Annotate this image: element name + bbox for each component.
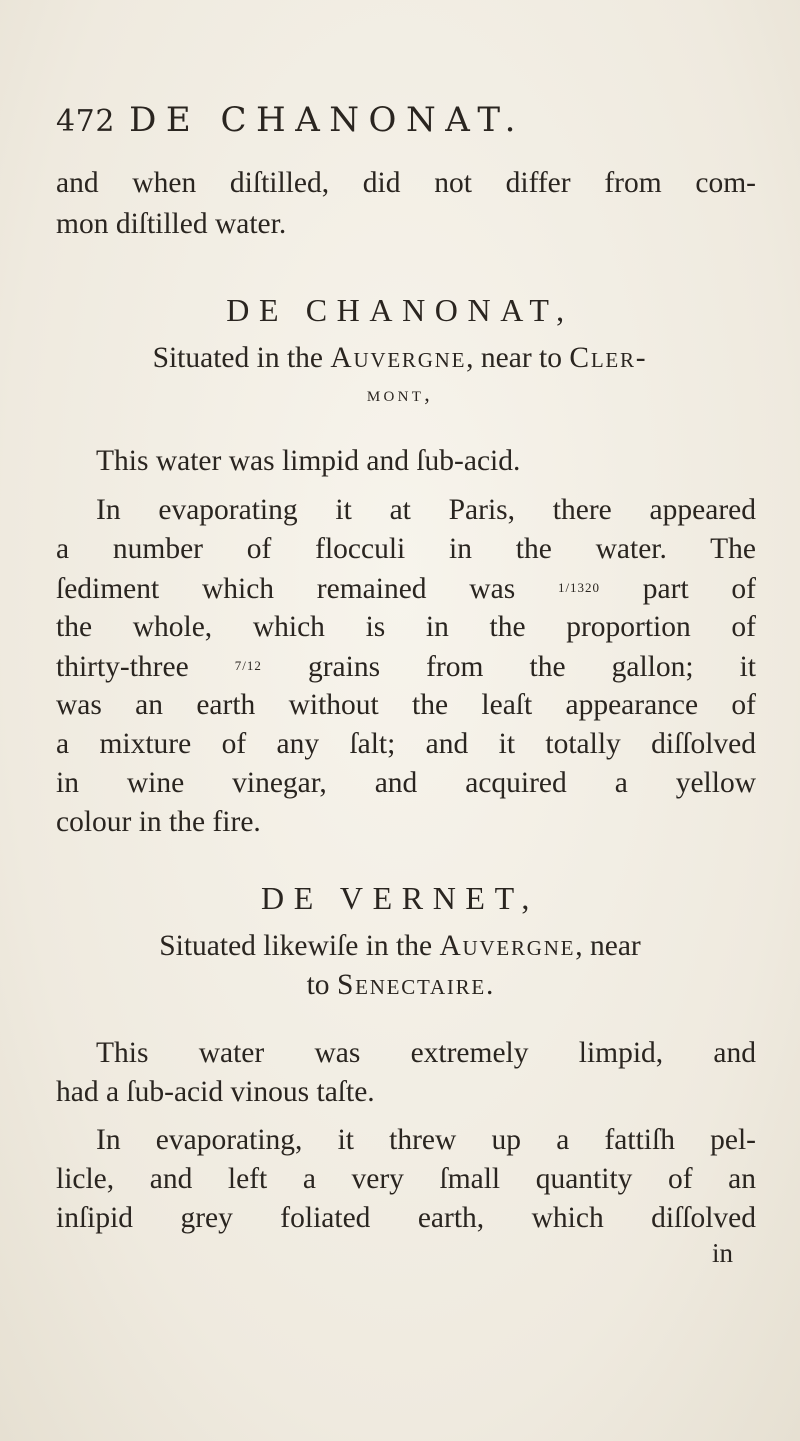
paragraph-line: inſipid grey foliated earth, which diſſolved bbox=[56, 1202, 756, 1234]
paragraph-line: a number of flocculi in the water. The bbox=[56, 533, 756, 565]
town-name: Cler- bbox=[569, 342, 648, 374]
paragraph-line: colour in the fire. bbox=[56, 806, 261, 838]
paragraph-line: a mixture of any ſalt; and it totally diſſolved bbox=[56, 728, 756, 760]
paragraph-line: This water was limpid and ſub-acid. bbox=[96, 445, 521, 477]
line-segment: thirty-three bbox=[56, 651, 235, 683]
text-line: mon diſtilled water. bbox=[56, 208, 287, 240]
paragraph-line: In evaporating, it threw up a fattiſh pel- bbox=[96, 1124, 756, 1156]
place-name: Auvergne bbox=[330, 342, 467, 374]
place-name: Auvergne bbox=[439, 930, 576, 962]
section-subtitle bbox=[0, 930, 800, 963]
line-segment: grains from the gallon; it bbox=[261, 651, 756, 683]
subtitle-text: , near bbox=[575, 930, 641, 962]
line-segment: ſediment which remained was bbox=[56, 573, 558, 605]
paragraph-line: had a ſub-acid vinous taſte. bbox=[56, 1076, 375, 1108]
catchword: in bbox=[712, 1238, 734, 1268]
subtitle-text: Situated in the bbox=[152, 342, 331, 374]
paragraph-line: the whole, which is in the proportion of bbox=[56, 611, 756, 643]
subtitle-text: Situated likewiſe in the bbox=[159, 930, 440, 962]
section-heading-chanonat: DE CHANONAT, bbox=[226, 292, 574, 328]
subtitle-line2: mont, bbox=[366, 381, 434, 406]
subtitle-text: . bbox=[486, 969, 494, 1001]
running-title: DE CHANONAT. bbox=[129, 100, 525, 140]
section-heading-vernet: DE VERNET, bbox=[261, 880, 539, 916]
paragraph-line bbox=[56, 569, 756, 608]
paragraph-line: This water was extremely limpid, and bbox=[96, 1037, 756, 1069]
page-number: 472 bbox=[56, 104, 116, 139]
paragraph-line: in wine vinegar, and acquired a yellow bbox=[56, 767, 756, 799]
section-subtitle bbox=[0, 342, 800, 375]
subtitle-text: , near to bbox=[466, 342, 570, 374]
fraction: 7/12 bbox=[234, 658, 262, 673]
subtitle-text: to bbox=[306, 969, 337, 1001]
running-head bbox=[56, 100, 756, 140]
paragraph-line: In evaporating it at Paris, there appeared bbox=[96, 494, 756, 526]
line-segment: part of bbox=[600, 573, 756, 605]
text-line: and when diſtilled, did not differ from com- bbox=[56, 167, 756, 199]
paragraph-line bbox=[56, 647, 756, 686]
fraction: 1/1320 bbox=[557, 580, 601, 595]
section-subtitle-line2 bbox=[0, 969, 800, 1002]
paragraph-line: licle, and left a very ſmall quantity of an bbox=[56, 1163, 756, 1195]
paragraph-line: was an earth without the leaſt appearance of bbox=[56, 689, 756, 721]
town-name: Senectaire bbox=[336, 969, 487, 1001]
